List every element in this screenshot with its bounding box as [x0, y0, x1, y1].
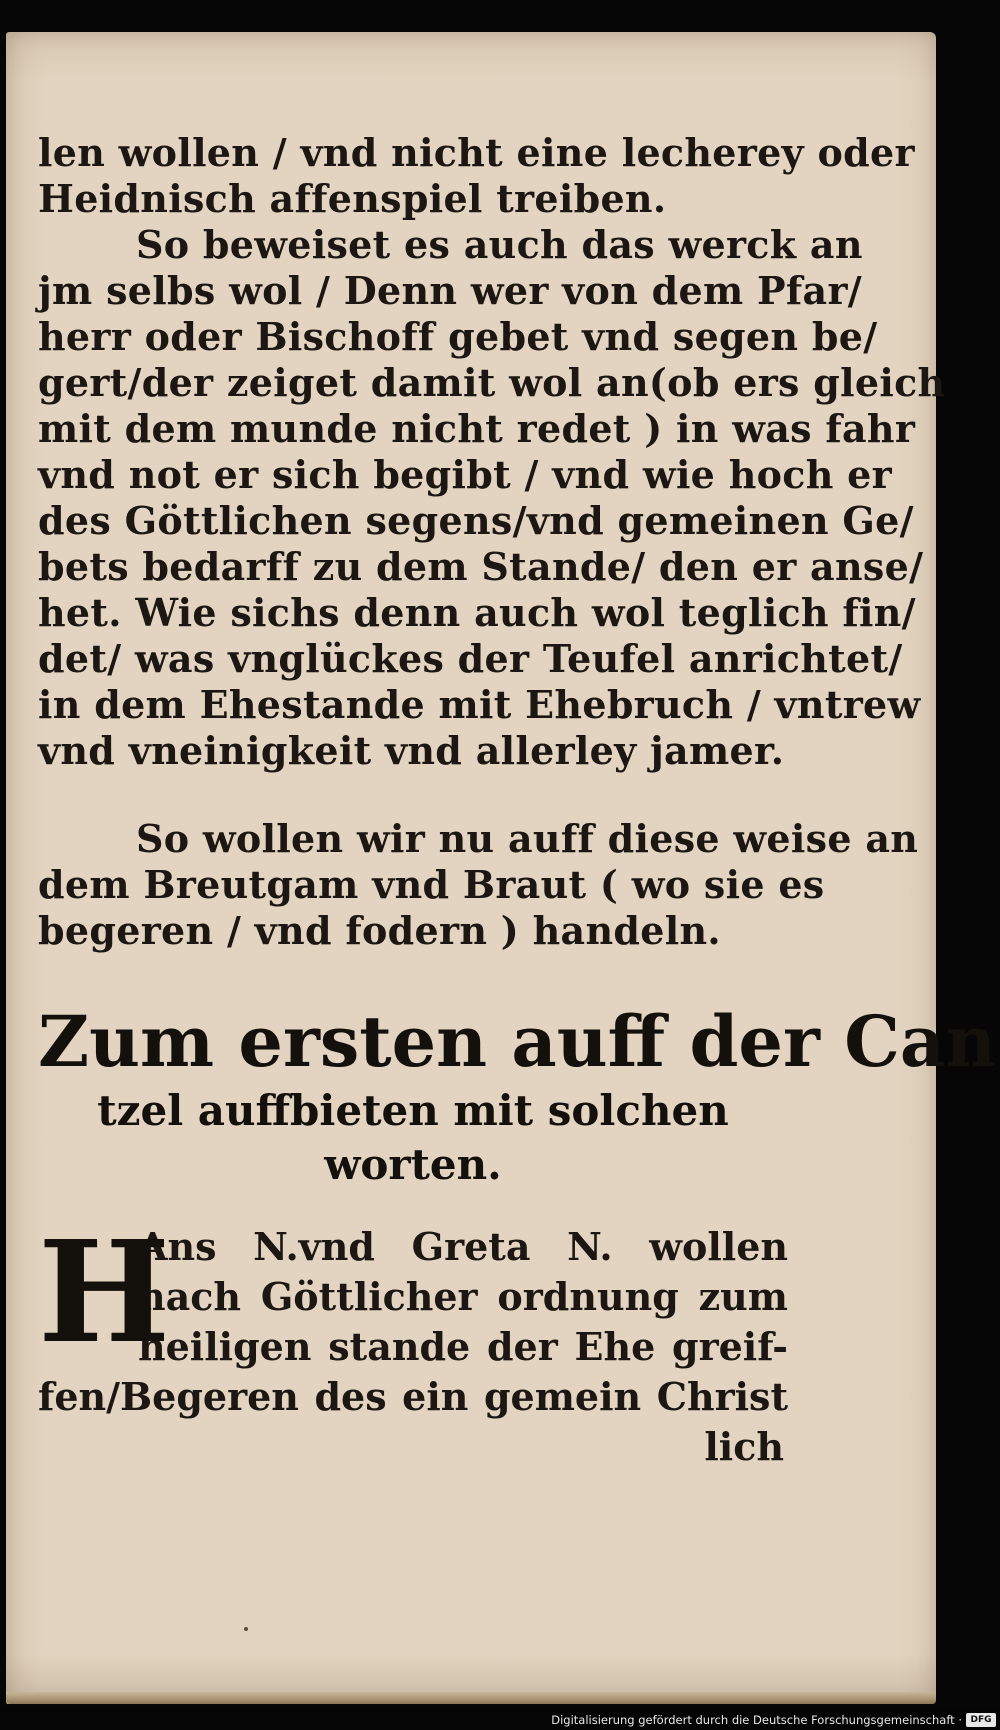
text-line: Heidnisch affenspiel treiben.: [38, 176, 667, 221]
text-line: So wollen wir nu auff diese weise an: [136, 816, 919, 861]
text-line: herr oder Bischoff gebet vnd segen be/: [38, 314, 878, 359]
text-line: begeren / vnd fodern ) handeln.: [38, 908, 721, 953]
text-line: nach Göttlicher ordnung zum: [138, 1274, 788, 1319]
dfg-logo: DFG: [966, 1713, 996, 1727]
text-line: len wollen / vnd nicht eine lecherey oder: [38, 130, 915, 175]
body-paragraph: [38, 130, 946, 954]
text-line: dem Breutgam vnd Braut ( wo sie es: [38, 862, 825, 907]
text-line: mit dem munde nicht redet ) in was fahr: [38, 406, 916, 451]
text-line: gert/der zeiget damit wol an(ob ers gleich: [38, 360, 946, 405]
text-line: des Göttlichen segens/vnd gemeinen Ge/: [38, 498, 914, 543]
heading-line-2: tzel auffbieten mit solchen: [97, 1086, 729, 1135]
text-line: bets bedarff zu dem Stande/ den er anse/: [38, 544, 924, 589]
text-line: fen/Begeren des ein gemein Christ: [38, 1374, 788, 1419]
paper-speck: [244, 1627, 248, 1631]
catchword: lich: [704, 1424, 784, 1469]
section-heading: [38, 1000, 997, 1192]
text-line: So beweiset es auch das werck an: [136, 222, 863, 267]
text-line: jm selbs wol / Denn wer von dem Pfar/: [38, 268, 862, 313]
text-line: het. Wie sichs denn auch wol teglich fin/: [38, 590, 916, 635]
text-line: vnd not er sich begibt / vnd wie hoch er: [38, 452, 892, 497]
page-bottom-edge: [6, 1692, 936, 1704]
heading-line-3: worten.: [324, 1140, 502, 1189]
text-line: Ans N.vnd Greta N. wollen: [138, 1224, 788, 1269]
text-line: heiligen stande der Ehe greif-: [138, 1324, 788, 1369]
funding-credit: Digitalisierung gefördert durch die Deutsche Forschungsgemeinschaft ·: [551, 1713, 962, 1727]
announcement-paragraph: [38, 1211, 788, 1472]
text-line: det/ was vnglückes der Teufel anrichtet/: [38, 636, 903, 681]
text-line: in dem Ehestande mit Ehebruch / vntrew: [38, 682, 921, 727]
drop-capital: H: [38, 1211, 171, 1375]
paragraph-gap: [38, 774, 788, 816]
text-line: vnd vneinigkeit vnd allerley jamer.: [38, 728, 785, 773]
heading-line-1: Zum ersten auff der Can: [38, 1000, 997, 1083]
